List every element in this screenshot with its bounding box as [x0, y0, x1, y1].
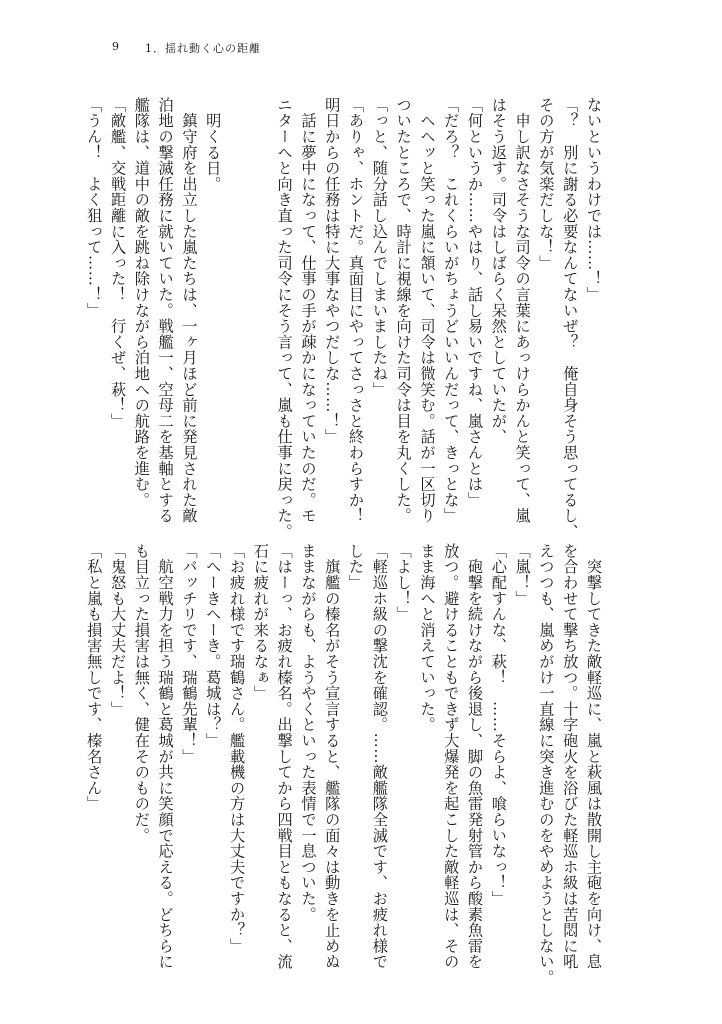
text-line: 「軽巡ホ級の撃沈を確認。……敵艦隊全滅です、お疲れ様で [370, 543, 389, 970]
text-line: 旗艦の榛名がそう宣言すると、艦隊の面々は動きを止めぬ [323, 543, 342, 970]
text-line: 話に夢中になって、仕事の手が疎かになっていたのだ。モ [299, 97, 318, 524]
text-line: 航空戦力を担う瑞鶴と葛城が共に笑顔で応える。どちらに [156, 543, 175, 970]
top-text-column [85, 97, 605, 540]
text-line: 艦隊は、道中の敵を跳ね除けながら泊地への航路を進む。 [132, 97, 151, 508]
text-line: 「へーきへーき。葛城は？」 [204, 543, 223, 749]
text-line: を合わせて撃ち放つ。十字砲火を浴びた軽巡ホ級は苦悶に吼 [561, 543, 580, 970]
text-line: はそう返す。司令はしばらく呆然としていたが、 [489, 97, 508, 445]
text-line: 突撃してきた敵軽巡に、嵐と萩風は散開し主砲を向け、息 [585, 543, 603, 970]
text-line: まま海へと消えていった。 [418, 543, 437, 733]
text-line: 「私と嵐も損害無しです、榛名さん」 [85, 543, 104, 812]
text-line: 「っと、随分話し込んでしまいましたね」 [370, 97, 389, 398]
text-line: その方が気楽だしな！」 [537, 97, 556, 271]
text-line: 明日からの任務は特に大事なやつだしな……！」 [323, 97, 342, 445]
text-line [224, 97, 248, 515]
text-line: ついたところで、時計に視線を向けた司令は目を丸くした。 [394, 97, 413, 524]
text-line: 「バッチリです、瑞鶴先輩！」 [180, 543, 199, 765]
text-line: えつつも、嵐めがけ一直線に突き進むのをやめようとしない。 [537, 543, 556, 986]
text-line: 「だろ？ これくらいがちょうどいいんだって、きっとな」 [442, 97, 461, 524]
text-line: へへッと笑った嵐に頷いて、司令は微笑む。話が一区切り [418, 97, 437, 524]
text-line: 「何というか……やはり、話し易いですね、嵐さんとは」 [466, 97, 485, 508]
text-line: 明くる日。 [204, 97, 223, 192]
text-line: 放つ。避けることもできず大爆発を起こした敵軽巡は、その [442, 543, 461, 970]
text-line: 「敵艦、交戦距離に入った！ 行くぜ、萩！」 [109, 97, 128, 429]
text-line: した」 [347, 543, 366, 591]
text-line: 「嵐！」 [513, 543, 532, 607]
text-line: ないというわけでは……！」 [585, 97, 603, 303]
text-line: 「？ 別に謝る必要なんてないぜ？ 俺自身そう思ってるし、 [561, 97, 580, 540]
text-line: 「心配すんな、萩！ ……そらよ、喰らいなっ！」 [489, 543, 508, 907]
text-line: 泊地の撃滅任務に就いていた。戦艦一、空母二を基軸とする [156, 97, 175, 524]
text-line: 「鬼怒も大丈夫だよ！」 [109, 543, 128, 717]
text-line: も目立った損害は無く、健在そのものだ。 [132, 543, 151, 844]
text-line: 「よし！」 [394, 543, 413, 622]
text-line: 「はーっ、お疲れ榛名。出撃してから四戦目ともなると、流 [275, 543, 294, 970]
chapter-title: 1．揺れ動く心の距離 [145, 42, 261, 55]
text-line: 鎮守府を出立した嵐たちは、一ヶ月ほど前に発見された敵 [180, 97, 199, 524]
text-line [248, 97, 272, 515]
text-line: 「うん！ よく狙って……！」 [85, 97, 104, 319]
text-line: ニターへと向き直った司令にそう言って、嵐も仕事に戻った。 [275, 97, 294, 540]
text-line: 砲撃を続けながら後退し、脚の魚雷発射管から酸素魚雷を [466, 543, 485, 970]
text-line: 「お疲れ様です瑞鶴さん。艦載機の方は大丈夫ですか？」 [228, 543, 247, 954]
page-number: 9 [112, 40, 119, 53]
bottom-text-column [85, 543, 605, 986]
text-line: 石に疲れが来るなぁ」 [251, 543, 270, 701]
text-line: 申し訳なさそうな司令の言葉にあっけらかんと笑って、嵐 [513, 97, 532, 524]
text-line: 「ありゃ、ホントだ。真面目にやってさっさと終わらすか！ [347, 97, 366, 524]
text-line: ままながらも、ようやくといった表情で一息ついた。 [299, 543, 318, 923]
